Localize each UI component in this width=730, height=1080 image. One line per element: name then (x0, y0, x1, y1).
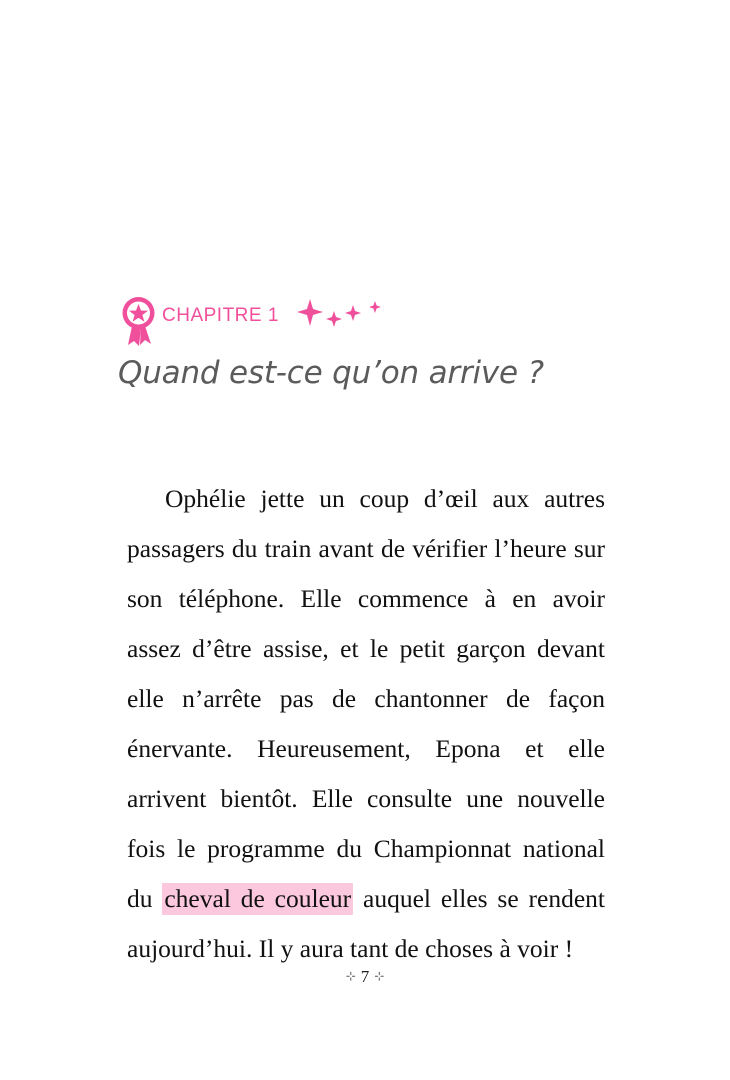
paragraph-text-before: Ophélie jette un coup d’œil aux autres passagers du train avant de vérifier l’heure sur son téléphone. Elle commence à en avoir assez d’être assise, et le petit garçon devant elle n’arrête pas de chantonner de façon énervante. Heureusement, Epona et elle arrivent bientôt. Elle consulte une nouvelle fois le programme du Championnat national du (127, 484, 605, 913)
rosette-badge-icon (118, 293, 164, 349)
highlighted-phrase: cheval de couleur (164, 884, 352, 913)
page-number: 7 (360, 967, 370, 986)
page-folio (0, 967, 730, 987)
folio-left-deco: ⊹ (345, 969, 356, 983)
sparkle-stars-icon (290, 297, 400, 333)
chapter-header (118, 293, 638, 353)
paragraph-text-after: auquel elles se rendent aujourd’hui. Il y aura tant de choses à voir ! (127, 884, 605, 963)
page-title: Quand est-ce qu’on arrive ? (118, 355, 544, 391)
folio-right-deco: ⊹ (374, 969, 385, 983)
body-paragraph (127, 474, 605, 974)
chapter-label: CHAPITRE 1 (162, 305, 279, 326)
